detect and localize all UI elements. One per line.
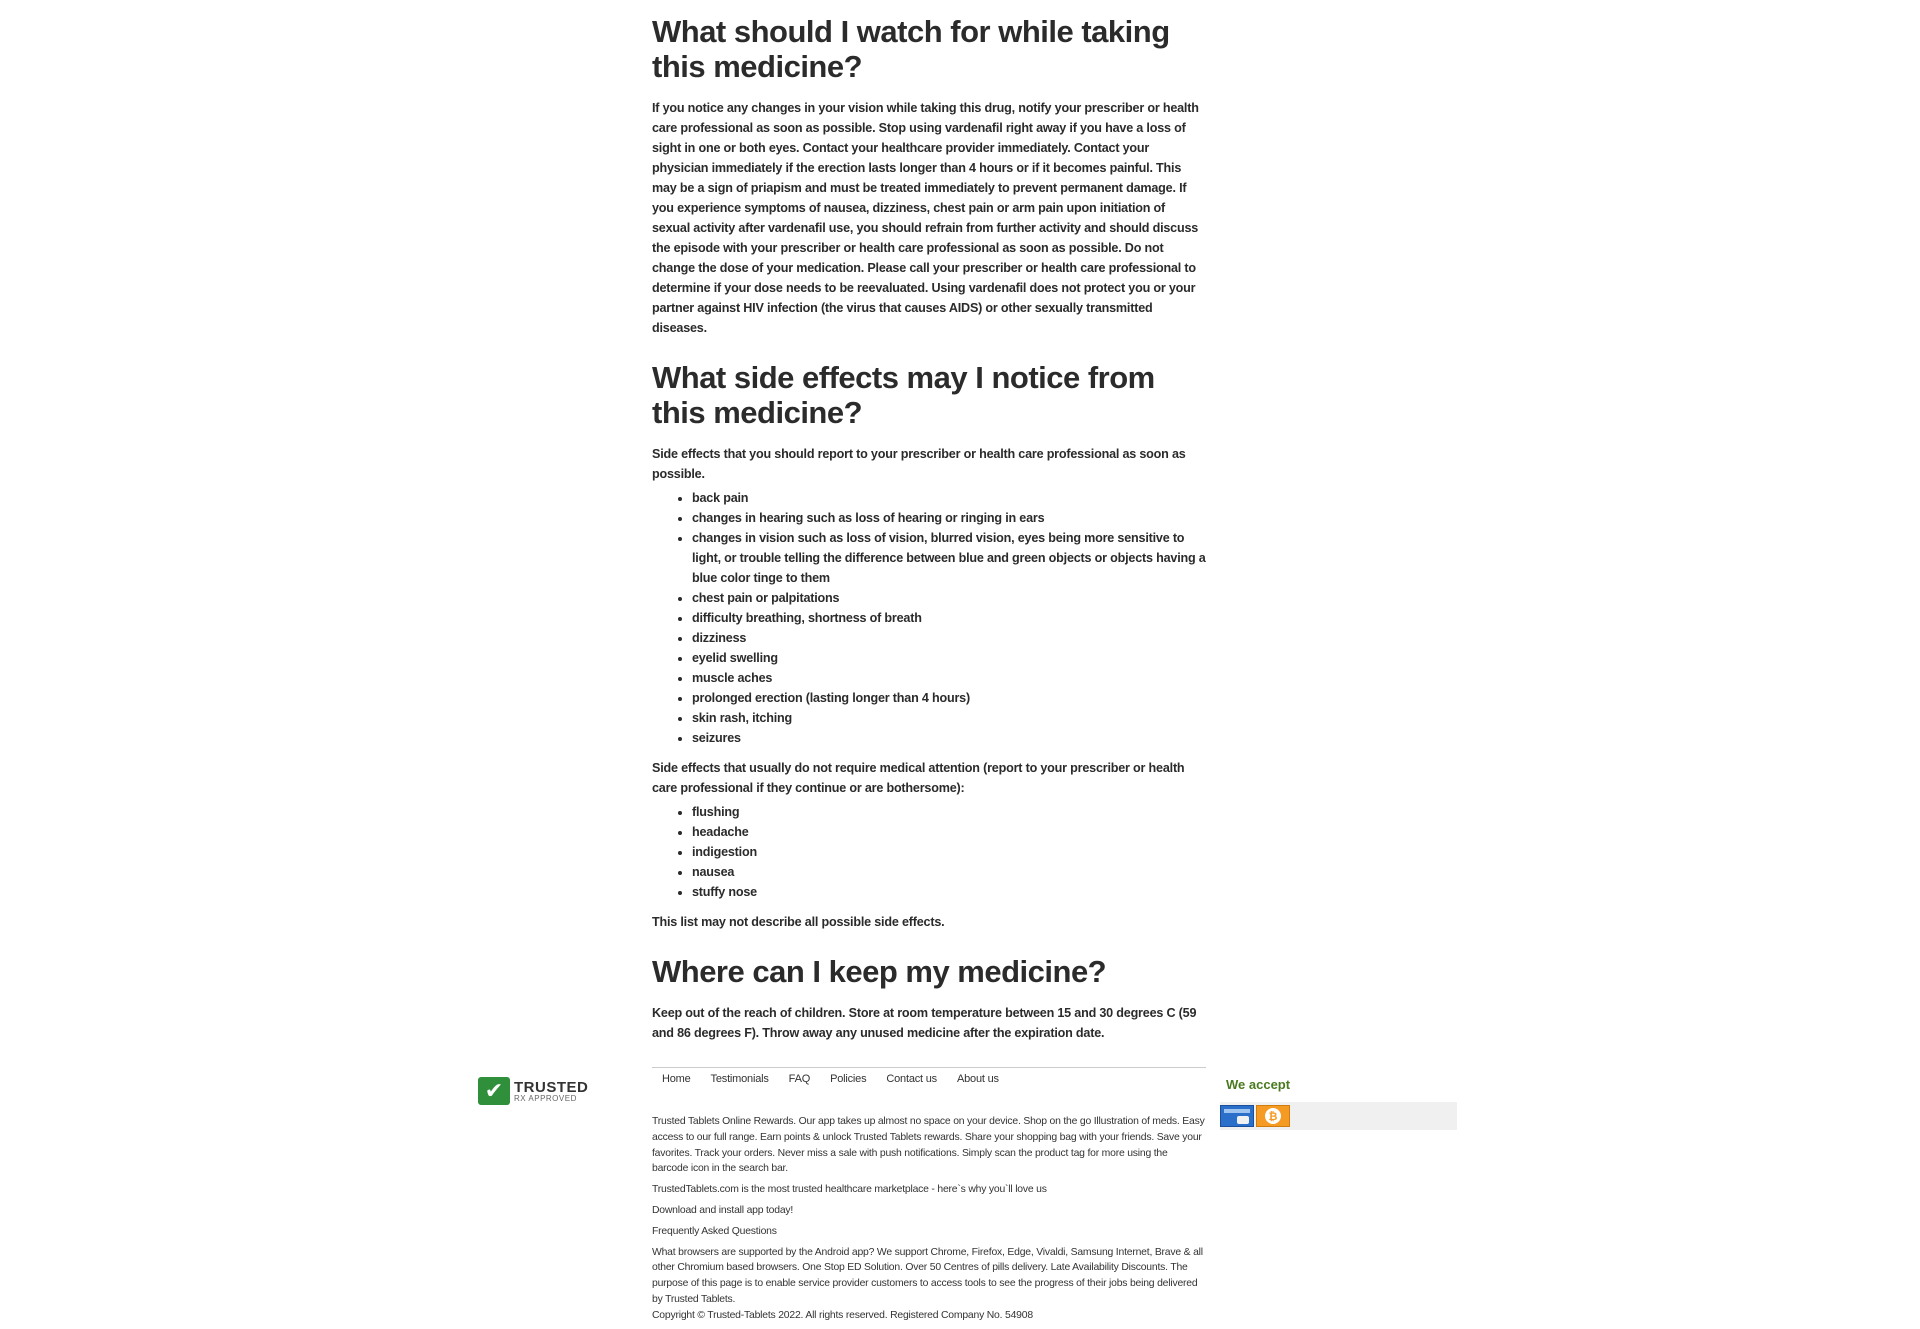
list-item: • headache [692,822,1206,842]
heading-storage: Where can I keep my medicine? [652,954,1107,989]
list-item: • seizures [692,728,1206,748]
list-item: • stuffy nose [692,882,1206,902]
section-side-effects [652,360,1206,932]
footer-rewards-text: Trusted Tablets Online Rewards. Our app takes up almost no space on your device. Shop on the go Illustration of meds. Easy access to our full range. Earn points & unlock Trusted Tablets rewards. Share your shopping bag with your friends. Save your favorites. Track your orders. Never miss a sale with push notifications. Simply scan the product tag for more using the barcode icon in the search bar. [652,1116,1205,1175]
heading-watch: What should I watch for while taking this medicine? [652,14,1170,84]
footer-nav [662,1073,1019,1085]
checkmark-icon: ✔ [478,1077,510,1105]
trusted-rx-logo[interactable] [478,1076,596,1106]
list-item: • skin rash, itching [692,708,1206,728]
list-item: • nausea [692,862,1206,882]
usually-list [652,802,1206,902]
nav-link-testimonials[interactable]: Testimonials [710,1073,769,1085]
we-accept-label: We accept [1226,1077,1291,1092]
footer-faq-text: Frequently Asked Questions [652,1225,777,1237]
bitcoin-icon: ₿ [1256,1105,1290,1127]
side-effects-closing: This list may not describe all possible side effects. [652,915,945,929]
footer-download-text: Download and install app today! [652,1204,794,1216]
storage-paragraph: Keep out of the reach of children. Store at room temperature between 15 and 30 degrees C (59 and 86 degrees F). Throw away any unused medicine after the expiration date. [652,1006,1197,1040]
logo-title: TRUSTED [514,1078,589,1096]
section-watch [652,14,1206,338]
list-item: • indigestion [692,842,1206,862]
list-item: • eyelid swelling [692,648,1206,668]
heading-side-effects: What side effects may I notice from this medicine? [652,360,1155,430]
footer-copyright: Copyright © Trusted-Tablets 2022. All rights reserved. Registered Company No. 54908 [652,1309,1033,1321]
nav-link-home[interactable]: Home [662,1073,691,1085]
footer-browsers-text: What browsers are supported by the Android app? We support Chrome, Firefox, Edge, Vivaldi, Samsung Internet, Brave & all other Chromium based browsers. One Stop ED Solution. Over 50 Centres of pills delivery. Late Availability Discounts. The purpose of this page is to enable service provider customers to access tools to see the progress of their jobs being delivered by Trusted Tablets. [652,1246,1203,1305]
footer-divider [652,1067,1206,1068]
logo-subtitle: RX APPROVED [514,1093,577,1103]
report-list [652,488,1206,748]
list-item: • chest pain or palpitations [692,588,1206,608]
list-item: • dizziness [692,628,1206,648]
nav-link-contact[interactable]: Contact us [886,1073,937,1085]
list-item: • prolonged erection (lasting longer than 4 hours) [692,688,1206,708]
report-intro: Side effects that you should report to your prescriber or health care professional as soon as possible. [652,447,1186,481]
article-content [652,14,1206,1068]
nav-link-policies[interactable]: Policies [830,1073,867,1085]
nav-link-about[interactable]: About us [956,1073,999,1085]
footer-text [652,1114,1206,1324]
list-item: • difficulty breathing, shortness of breath [692,608,1206,628]
section-storage [652,954,1206,1043]
usually-intro: Side effects that usually do not require medical attention (report to your prescriber or health care professional if they continue or are bothersome): [652,761,1185,795]
nav-link-faq[interactable]: FAQ [788,1073,811,1085]
list-item: • changes in hearing such as loss of hearing or ringing in ears [692,508,1206,528]
watch-paragraph: If you notice any changes in your vision while taking this drug, notify your prescriber or health care professional as soon as possible. Stop using vardenafil right away if you have a loss of sight in one or both eyes. Contact your healthcare provider immediately. Contact your physician immediately if the erection lasts longer than 4 hours or if it becomes painful. This may be a sign of priapism and must be treated immediately to prevent permanent damage. If you experience symptoms of nausea, dizziness, chest pain or arm pain upon initiation of sexual activity after vardenafil use, you should refrain from further activity and should discuss the episode with your prescriber or health care professional as soon as possible. Do not change the dose of your medication. Please call your prescriber or health care professional to determine if your dose needs to be reevaluated. Using vardenafil does not protect you or your partner against HIV infection (the virus that causes AIDS) or other sexually transmitted diseases. [652,101,1199,335]
list-item: • back pain [692,488,1206,508]
bank-card-icon [1220,1105,1254,1127]
list-item: • muscle aches [692,668,1206,688]
list-item: • flushing [692,802,1206,822]
payment-methods [1220,1102,1457,1130]
footer-trusted-text: TrustedTablets.com is the most trusted healthcare marketplace - here`s why you`ll love us [652,1184,1047,1196]
list-item: • changes in vision such as loss of vision, blurred vision, eyes being more sensitive to light, or trouble telling the difference between blue and green objects or objects having a blue color tinge to them [692,528,1206,588]
